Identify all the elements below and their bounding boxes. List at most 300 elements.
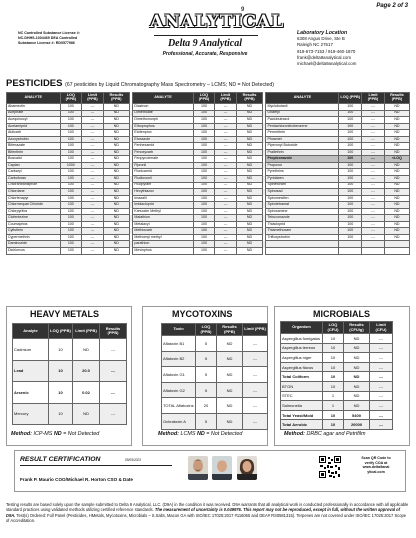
limit-cell: --- bbox=[215, 143, 237, 150]
result-cell: ND bbox=[236, 202, 262, 209]
name-cell: STEC bbox=[281, 391, 323, 401]
loq-cell: 100 bbox=[60, 130, 82, 137]
limit-cell: --- bbox=[370, 401, 393, 411]
qr-code-icon[interactable] bbox=[318, 455, 342, 479]
name-cell: Aspergillus niger bbox=[281, 353, 323, 363]
limit-cell: --- bbox=[82, 110, 104, 117]
license-line-1: NC Controlled Substance License #: bbox=[18, 31, 80, 35]
mycotoxins-title: MYCOTOXINS bbox=[172, 309, 233, 319]
analyte-cell: Chlorfenapyr bbox=[7, 195, 61, 202]
analyte-cell: Carbaryl bbox=[7, 169, 61, 176]
limit-cell: --- bbox=[215, 130, 237, 137]
signer-photo-3 bbox=[237, 456, 257, 480]
mycotoxins-header-row bbox=[162, 324, 268, 336]
limit-cell: --- bbox=[362, 221, 385, 228]
limit-cell: --- bbox=[82, 130, 104, 137]
result-cell: ND bbox=[384, 130, 409, 137]
analyte-cell: Pyridaben bbox=[266, 176, 339, 183]
analyte-cell: Chlorpyrifos bbox=[7, 208, 61, 215]
analyte-cell: Carbofuran bbox=[7, 176, 61, 183]
mycotoxins-method bbox=[158, 431, 242, 437]
result-cell: ND bbox=[103, 104, 129, 111]
analyte-cell: Dimethoate bbox=[133, 110, 193, 117]
loq-cell bbox=[339, 248, 362, 255]
col-limit: Limit (PPB) bbox=[82, 93, 104, 104]
loq-cell: 100 bbox=[193, 189, 215, 196]
loq-cell: 100 bbox=[60, 156, 82, 163]
result-cell: ND bbox=[236, 117, 262, 124]
analyte-cell: Phosmet bbox=[266, 136, 339, 143]
value-cell: ND bbox=[73, 339, 100, 361]
loq-cell: 10 bbox=[323, 362, 344, 372]
limit-cell: --- bbox=[82, 162, 104, 169]
analyte-cell: Imidacloprid bbox=[133, 202, 193, 209]
table-row bbox=[162, 398, 268, 414]
limit-cell: --- bbox=[82, 189, 104, 196]
limit-cell: --- bbox=[215, 117, 237, 124]
loq-cell: 100 bbox=[60, 182, 82, 189]
result-cell: ND bbox=[236, 208, 262, 215]
loq-cell: 100 bbox=[193, 208, 215, 215]
analyte-cell: Boscalid bbox=[7, 156, 61, 163]
result-cell: ND bbox=[103, 248, 129, 255]
lab-email-1: frank@delta9analytical.com bbox=[297, 54, 351, 60]
loq-cell: 100 bbox=[339, 136, 362, 143]
result-cell: <LOQ bbox=[384, 156, 409, 163]
name-cell: Aflatoxin G1 bbox=[162, 367, 196, 383]
loq-cell: 100 bbox=[193, 169, 215, 176]
limit-cell: --- bbox=[215, 195, 237, 202]
loq-cell: 100 bbox=[193, 104, 215, 111]
col-results: Results (CFU/g) bbox=[344, 322, 370, 334]
analyte-cell: Captan bbox=[7, 162, 61, 169]
analyte-cell: Tebuconazole bbox=[266, 215, 339, 222]
result-cell: ND bbox=[236, 110, 262, 117]
limit-cell: --- bbox=[82, 169, 104, 176]
loq-cell: 100 bbox=[193, 215, 215, 222]
value-cell: 20000 bbox=[344, 420, 370, 430]
limit-cell: --- bbox=[362, 104, 385, 111]
loq-cell: 100 bbox=[339, 110, 362, 117]
limit-cell: --- bbox=[243, 367, 268, 383]
limit-cell: --- bbox=[370, 372, 393, 382]
limit-cell: --- bbox=[82, 221, 104, 228]
certification-title: RESULT CERTIFICATION bbox=[20, 456, 101, 463]
analyte-cell: Spiroxamine bbox=[266, 208, 339, 215]
certification-underline bbox=[20, 465, 172, 466]
analyte-cell: Chlorantraniliprole bbox=[7, 182, 61, 189]
analyte-cell: Methiocarb bbox=[133, 228, 193, 235]
loq-cell: 100 bbox=[60, 189, 82, 196]
analyte-cell: Daminozide bbox=[7, 241, 61, 248]
loq-cell: 5 bbox=[196, 413, 217, 429]
loq-cell: 100 bbox=[339, 156, 362, 163]
result-cell: ND bbox=[103, 234, 129, 241]
analyte-cell: Malathion bbox=[133, 215, 193, 222]
loq-cell: 100 bbox=[193, 143, 215, 150]
lab-address-1: 6308 Angus Drive, Ste B bbox=[297, 36, 345, 42]
limit-cell: --- bbox=[215, 189, 237, 196]
limit-cell: --- bbox=[82, 136, 104, 143]
col-results: Results (PPB) bbox=[384, 93, 409, 104]
limit-cell: --- bbox=[370, 343, 393, 353]
limit-cell: --- bbox=[82, 143, 104, 150]
value-cell: ND bbox=[217, 382, 243, 398]
limit-cell: --- bbox=[362, 110, 385, 117]
analyte-cell: Spinosad bbox=[266, 189, 339, 196]
table-row bbox=[162, 336, 268, 352]
analyte-cell: Pyrethrins bbox=[266, 169, 339, 176]
loq-cell: 100 bbox=[60, 104, 82, 111]
result-cell: ND bbox=[103, 117, 129, 124]
name-cell: TOTAL Aflatoxins bbox=[162, 398, 196, 414]
method-value: ICP-MS bbox=[33, 431, 53, 437]
name-cell: Total Aerobic bbox=[281, 420, 323, 430]
pesticides-subtitle: (67 pesticides by Liquid Chromatography Mass Spectrometry – LCMS; ND = Not Detected) bbox=[65, 82, 275, 88]
limit-cell: --- bbox=[362, 136, 385, 143]
limit-cell: --- bbox=[82, 176, 104, 183]
limit-cell: --- bbox=[362, 162, 385, 169]
lab-location bbox=[297, 30, 415, 67]
col-limit: Limit (PPB) bbox=[215, 93, 237, 104]
loq-cell: 100 bbox=[60, 195, 82, 202]
limit-cell: --- bbox=[215, 110, 237, 117]
col-analyte: Analyte bbox=[13, 324, 49, 339]
method-label: Method: bbox=[11, 431, 32, 437]
result-cell: ND bbox=[103, 162, 129, 169]
loq-cell: 100 bbox=[60, 228, 82, 235]
analyte-cell: Prallethrin bbox=[266, 149, 339, 156]
nd-label: ND bbox=[53, 431, 62, 437]
name-cell: Total Yeast/Mold bbox=[281, 410, 323, 420]
loq-cell: 10 bbox=[323, 343, 344, 353]
table-row bbox=[13, 339, 127, 361]
name-cell: Aspergillus flavus bbox=[281, 362, 323, 372]
microbials-table bbox=[280, 321, 393, 430]
result-cell: ND bbox=[384, 104, 409, 111]
limit-cell: --- bbox=[215, 241, 237, 248]
microbials-method bbox=[284, 431, 366, 437]
col-loq: LOQ (PPB) bbox=[196, 324, 217, 336]
result-cell: ND bbox=[384, 176, 409, 183]
result-cell: ND bbox=[103, 156, 129, 163]
analyte-cell: Piperonyl Butoxide bbox=[266, 143, 339, 150]
analyte-cell: Imazalil bbox=[133, 195, 193, 202]
result-cell: ND bbox=[236, 104, 262, 111]
result-cell: ND bbox=[384, 182, 409, 189]
result-cell: ND bbox=[384, 228, 409, 235]
loq-cell: 5 bbox=[196, 351, 217, 367]
value-cell: 20.0 bbox=[73, 360, 100, 382]
loq-cell: 1 bbox=[323, 401, 344, 411]
method-value: LCMS bbox=[180, 431, 196, 437]
limit-cell: --- bbox=[82, 234, 104, 241]
limit-cell: --- bbox=[362, 169, 385, 176]
table-row bbox=[281, 353, 393, 363]
method-value: DRBC agar and Petrifilm bbox=[306, 431, 366, 437]
table-row bbox=[13, 403, 127, 425]
loq-cell: 10 bbox=[323, 334, 344, 344]
method-label: Method: bbox=[158, 431, 179, 437]
result-cell: ND bbox=[103, 215, 129, 222]
result-cell: ND bbox=[103, 228, 129, 235]
loq-cell: 100 bbox=[193, 221, 215, 228]
result-cell: ND bbox=[103, 195, 129, 202]
loq-cell: 100 bbox=[60, 215, 82, 222]
col-loq: LOQ (PPB) bbox=[49, 324, 73, 339]
analyte-cell: Myclobutanil bbox=[266, 104, 339, 111]
analyte-cell: Metalaxyl bbox=[133, 221, 193, 228]
disclaimer-p2: The measurement of uncertainty is 0.049976. This report may not be reproduced, except in full, without the written approval of D9A. bbox=[6, 507, 401, 518]
result-cell: ND bbox=[103, 182, 129, 189]
analyte-cell: Kresoxim Methyl bbox=[133, 208, 193, 215]
analyte-cell bbox=[266, 248, 339, 255]
limit-cell: --- bbox=[82, 208, 104, 215]
result-cell: ND bbox=[236, 189, 262, 196]
analyte-cell: Ethoprophos bbox=[133, 123, 193, 130]
analyte-cell: Oxamyl bbox=[266, 110, 339, 117]
limit-cell: --- bbox=[362, 156, 385, 163]
value-cell: 0.02 bbox=[73, 382, 100, 404]
loq-cell: 100 bbox=[60, 136, 82, 143]
loq-cell: 100 bbox=[339, 123, 362, 130]
col-results: Results (PPB) bbox=[236, 93, 262, 104]
loq-cell: 100 bbox=[193, 195, 215, 202]
loq-cell: 100 bbox=[193, 228, 215, 235]
license-line-2: NC-DHHS-1004469 DEA Controlled bbox=[18, 36, 78, 40]
col-results: Results (PPB) bbox=[100, 324, 127, 339]
col-loq: LOQ (PPB) bbox=[60, 93, 82, 104]
analyte-cell: parathion bbox=[133, 241, 193, 248]
analyte-cell: Flonicamid bbox=[133, 169, 193, 176]
loq-cell: 10 bbox=[323, 381, 344, 391]
table-row bbox=[281, 391, 393, 401]
limit-cell: --- bbox=[362, 117, 385, 124]
value-cell: ND bbox=[344, 362, 370, 372]
value-cell: ND bbox=[73, 403, 100, 425]
result-cell: ND bbox=[103, 136, 129, 143]
result-cell: ND bbox=[384, 136, 409, 143]
result-cell: ND bbox=[384, 110, 409, 117]
analyte-cell: Etoxazole bbox=[133, 136, 193, 143]
analyte-cell: Fenoxycarb bbox=[133, 149, 193, 156]
logo-superscript: 9 bbox=[241, 7, 245, 13]
analyte-cell: Hexythiazox bbox=[133, 189, 193, 196]
loq-cell: 100 bbox=[339, 228, 362, 235]
limit-cell: --- bbox=[362, 208, 385, 215]
heavy-metals-table bbox=[12, 323, 127, 425]
limit-cell: --- bbox=[215, 248, 237, 255]
limit-cell: --- bbox=[362, 202, 385, 209]
loq-cell: 100 bbox=[60, 221, 82, 228]
result-cell: ND bbox=[103, 221, 129, 228]
analyte-cell: Thiacloprid bbox=[266, 221, 339, 228]
result-cell bbox=[384, 248, 409, 255]
result-cell: ND bbox=[236, 123, 262, 130]
result-cell: ND bbox=[103, 202, 129, 209]
result-cell: ND bbox=[236, 215, 262, 222]
table-row bbox=[281, 420, 393, 430]
pesticides-heading: PESTICIDES bbox=[6, 78, 63, 89]
loq-cell: 100 bbox=[193, 156, 215, 163]
loq-cell: 100 bbox=[193, 136, 215, 143]
loq-cell: 100 bbox=[193, 248, 215, 255]
value-cell: ND bbox=[344, 372, 370, 382]
limit-cell: --- bbox=[82, 117, 104, 124]
name-cell: Aflatoxin G2 bbox=[162, 382, 196, 398]
analyte-cell: Acephate bbox=[7, 110, 61, 117]
limit-cell: --- bbox=[243, 351, 268, 367]
limit-cell: --- bbox=[243, 336, 268, 352]
loq-cell: 100 bbox=[60, 169, 82, 176]
loq-cell: 100 bbox=[60, 208, 82, 215]
loq-cell: 100 bbox=[60, 248, 82, 255]
limit-cell: --- bbox=[370, 362, 393, 372]
limit-cell: --- bbox=[82, 248, 104, 255]
loq-cell: 20 bbox=[196, 398, 217, 414]
loq-cell: 10 bbox=[323, 410, 344, 420]
table-row bbox=[13, 382, 127, 404]
loq-cell: 100 bbox=[339, 149, 362, 156]
limit-cell: --- bbox=[370, 381, 393, 391]
loq-cell: 10 bbox=[49, 339, 73, 361]
col-organism: Organism bbox=[281, 322, 323, 334]
result-cell: ND bbox=[103, 123, 129, 130]
loq-cell: 10 bbox=[49, 382, 73, 404]
analyte-cell: Methomyl methyl bbox=[133, 234, 193, 241]
analyte-cell: Spiromesifen bbox=[266, 195, 339, 202]
limit-cell: --- bbox=[362, 228, 385, 235]
name-cell: Salmonella bbox=[281, 401, 323, 411]
analyte-cell: Permethrin bbox=[266, 130, 339, 137]
limit-cell: --- bbox=[215, 162, 237, 169]
loq-cell: 100 bbox=[60, 176, 82, 183]
limit-cell: --- bbox=[215, 123, 237, 130]
nd-label: ND bbox=[196, 431, 205, 437]
result-cell: ND bbox=[103, 176, 129, 183]
limit-cell: --- bbox=[362, 149, 385, 156]
result-cell: ND bbox=[103, 143, 129, 150]
value-cell: ND bbox=[344, 334, 370, 344]
result-cell: ND bbox=[236, 195, 262, 202]
limit-cell: --- bbox=[82, 104, 104, 111]
limit-cell: --- bbox=[82, 215, 104, 222]
loq-cell: 10 bbox=[49, 360, 73, 382]
analyte-cell: Mevinphos bbox=[133, 248, 193, 255]
limit-cell: --- bbox=[243, 382, 268, 398]
result-cell: ND bbox=[103, 189, 129, 196]
microbials-header-row bbox=[281, 322, 393, 334]
loq-cell: 1000 bbox=[60, 162, 82, 169]
lab-heading: Laboratory Location bbox=[297, 30, 348, 36]
col-loq: LOQ (PPB) bbox=[339, 93, 362, 104]
result-cell: ND bbox=[384, 234, 409, 241]
limit-cell: --- bbox=[362, 189, 385, 196]
certification-signers: Frank P. Maurio COO/Michael R. Horton CSO & Date bbox=[20, 477, 133, 482]
analyte-cell: Cypermethrin bbox=[7, 234, 61, 241]
limit-cell: --- bbox=[370, 334, 393, 344]
loq-cell: 5 bbox=[196, 382, 217, 398]
loq-cell: 100 bbox=[60, 149, 82, 156]
col-toxin: Toxin bbox=[162, 324, 196, 336]
loq-cell: 100 bbox=[339, 176, 362, 183]
lab-phone: 919-673-7153 / 919-460-1870 bbox=[297, 48, 356, 54]
disclaimer-p1: Testing results are based solely upon the sample submitted to Delta 9 Analytical, LLC. (D9A) in the condition it was received. D9A warrants that all analytical work is conducted professionally in accordance with all applicable standard practices using validated methods utilizing certified reference standards. bbox=[6, 502, 409, 513]
result-cell: ND bbox=[384, 195, 409, 202]
analyte-cell: Bifenazate bbox=[7, 143, 61, 150]
result-cell: ND bbox=[384, 143, 409, 150]
limit-cell: --- bbox=[215, 182, 237, 189]
value-cell: ND bbox=[217, 336, 243, 352]
analyte-cell: Thiamethoxam bbox=[266, 228, 339, 235]
result-cell: ND bbox=[236, 169, 262, 176]
loq-cell: 100 bbox=[339, 195, 362, 202]
disclaimer-footer bbox=[6, 502, 410, 523]
limit-cell: --- bbox=[82, 156, 104, 163]
loq-cell: 10 bbox=[323, 353, 344, 363]
col-analyte: ANALYTE bbox=[266, 93, 339, 104]
result-cell: ND bbox=[236, 162, 262, 169]
result-cell: ND bbox=[103, 241, 129, 248]
loq-cell: 100 bbox=[193, 182, 215, 189]
loq-cell: 100 bbox=[193, 162, 215, 169]
result-cell: ND bbox=[103, 169, 129, 176]
table-row bbox=[162, 382, 268, 398]
name-cell: Lead bbox=[13, 360, 49, 382]
loq-cell: 100 bbox=[339, 104, 362, 111]
analyte-cell: Propoxur bbox=[266, 162, 339, 169]
result-cell: ND bbox=[236, 248, 262, 255]
limit-cell: --- bbox=[215, 156, 237, 163]
limit-cell: --- bbox=[370, 391, 393, 401]
loq-cell: 5 bbox=[196, 336, 217, 352]
analyte-cell: Etofenprox bbox=[133, 130, 193, 137]
value-cell: ND bbox=[217, 367, 243, 383]
result-cell: ND bbox=[384, 149, 409, 156]
company-name: Delta 9 Analytical bbox=[167, 38, 243, 49]
analyte-cell: Acetamiprid bbox=[7, 123, 61, 130]
limit-cell: --- bbox=[82, 182, 104, 189]
value-cell: 5400 bbox=[344, 410, 370, 420]
result-cell: ND bbox=[384, 123, 409, 130]
limit-cell: --- bbox=[82, 195, 104, 202]
table-row bbox=[162, 367, 268, 383]
limit-cell: --- bbox=[243, 413, 268, 429]
pesticides-header-row bbox=[7, 93, 410, 104]
table-row bbox=[281, 334, 393, 344]
result-cell: ND bbox=[236, 130, 262, 137]
limit-cell: --- bbox=[215, 228, 237, 235]
result-cell: ND bbox=[384, 162, 409, 169]
analyte-cell: Abamectin bbox=[7, 104, 61, 111]
lab-address-2: Raleigh NC 27617 bbox=[297, 42, 333, 48]
result-cell: ND bbox=[384, 189, 409, 196]
loq-cell: 100 bbox=[193, 149, 215, 156]
result-cell: ND bbox=[384, 215, 409, 222]
limit-cell: --- bbox=[362, 195, 385, 202]
loq-cell: 100 bbox=[339, 234, 362, 241]
name-cell: BTGN bbox=[281, 381, 323, 391]
col-limit: Limit (CFU) bbox=[370, 322, 393, 334]
loq-cell: 100 bbox=[193, 110, 215, 117]
limit-cell: --- bbox=[100, 403, 127, 425]
result-cell: ND bbox=[384, 169, 409, 176]
loq-cell: 100 bbox=[193, 123, 215, 130]
value-cell: ND bbox=[217, 351, 243, 367]
value-cell: ND bbox=[344, 343, 370, 353]
limit-cell bbox=[362, 248, 385, 255]
license-info bbox=[18, 31, 128, 46]
